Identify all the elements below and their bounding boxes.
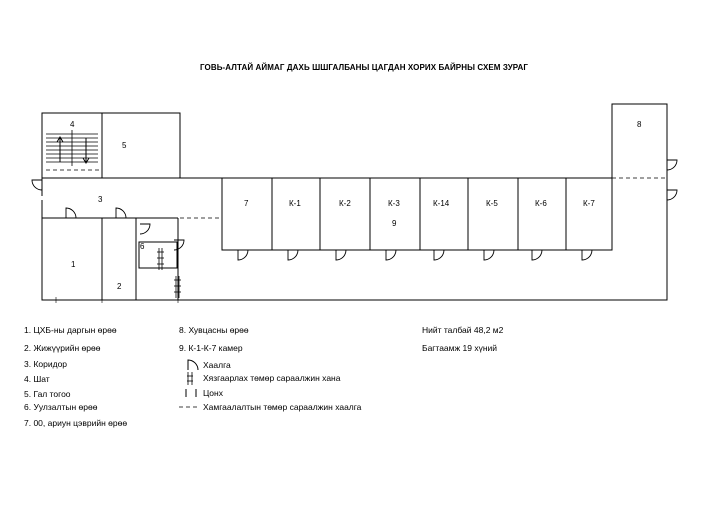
legend-door: Хаалга <box>203 360 231 370</box>
door-cell-k2 <box>336 250 346 260</box>
door-cell-k6 <box>532 250 542 260</box>
legend-item-4: 4. Шат <box>24 374 50 384</box>
room-label-8: 8 <box>637 120 642 129</box>
legend-grille-icon <box>187 372 193 385</box>
kitchen-room <box>102 113 180 178</box>
room-label-9: 9 <box>392 219 397 228</box>
legend-item-8: 8. Хувцасны өрөө <box>179 325 249 335</box>
room-label-2: 2 <box>117 282 122 291</box>
legend-item-3: 3. Коридор <box>24 359 68 369</box>
legend-item-5: 5. Гал тогоо <box>24 389 71 399</box>
door-cell-7 <box>238 250 248 260</box>
door-room8 <box>667 160 677 170</box>
room-label-7: 7 <box>244 199 249 208</box>
door-cell-k1 <box>288 250 298 260</box>
cell-label-k6: К-6 <box>535 199 547 208</box>
room-label-6: 6 <box>140 242 145 251</box>
legend-item-7: 7. 00, ариун цэврийн өрөө <box>24 418 128 428</box>
legend-item-1: 1. ЦХБ-ны даргын өрөө <box>24 325 117 335</box>
legend-gate: Хамгаалалтын төмөр сараалжин хаалга <box>203 402 362 412</box>
cell-label-k3: К-3 <box>388 199 400 208</box>
cell-label-k1: К-1 <box>289 199 301 208</box>
door-cell-k14 <box>434 250 444 260</box>
capacity: Багтаамж 19 хүний <box>422 343 498 353</box>
door-room1 <box>66 208 76 218</box>
door-right <box>667 190 677 200</box>
room-label-5: 5 <box>122 141 127 150</box>
legend-grille-wall: Хязгаарлах төмөр сараалжин хана <box>203 373 341 383</box>
total-area: Нийт талбай 48,2 м2 <box>422 325 504 335</box>
cell-label-k5: К-5 <box>486 199 498 208</box>
room-label-4: 4 <box>70 120 75 129</box>
door-cell-k3 <box>386 250 396 260</box>
door-cell-k5 <box>484 250 494 260</box>
cells-block <box>222 178 612 250</box>
legend-item-2: 2. Жижүүрийн өрөө <box>24 343 101 353</box>
door-room6 <box>140 224 150 234</box>
legend-door-icon <box>188 360 198 370</box>
cell-label-k7: К-7 <box>583 199 595 208</box>
legend-window-icon <box>186 389 196 397</box>
room-label-3: 3 <box>98 195 103 204</box>
cell-label-k14: К-14 <box>433 199 450 208</box>
door-cell-k7 <box>582 250 592 260</box>
cell-label-k2: К-2 <box>339 199 351 208</box>
legend-item-9: 9. К-1-К-7 камер <box>179 343 243 353</box>
legend-window: Цонх <box>203 388 223 398</box>
legend-item-6: 6. Уулзалтын өрөө <box>24 402 98 412</box>
plan-title: ГОВЬ-АЛТАЙ АЙМАГ ДАХЬ ШШГАЛБАНЫ ЦАГДАН ХОРИХ БАЙРНЫ СХЕМ ЗУРАГ <box>199 63 529 72</box>
door-room2 <box>116 208 126 218</box>
door-left <box>32 180 42 190</box>
room-label-1: 1 <box>71 260 76 269</box>
